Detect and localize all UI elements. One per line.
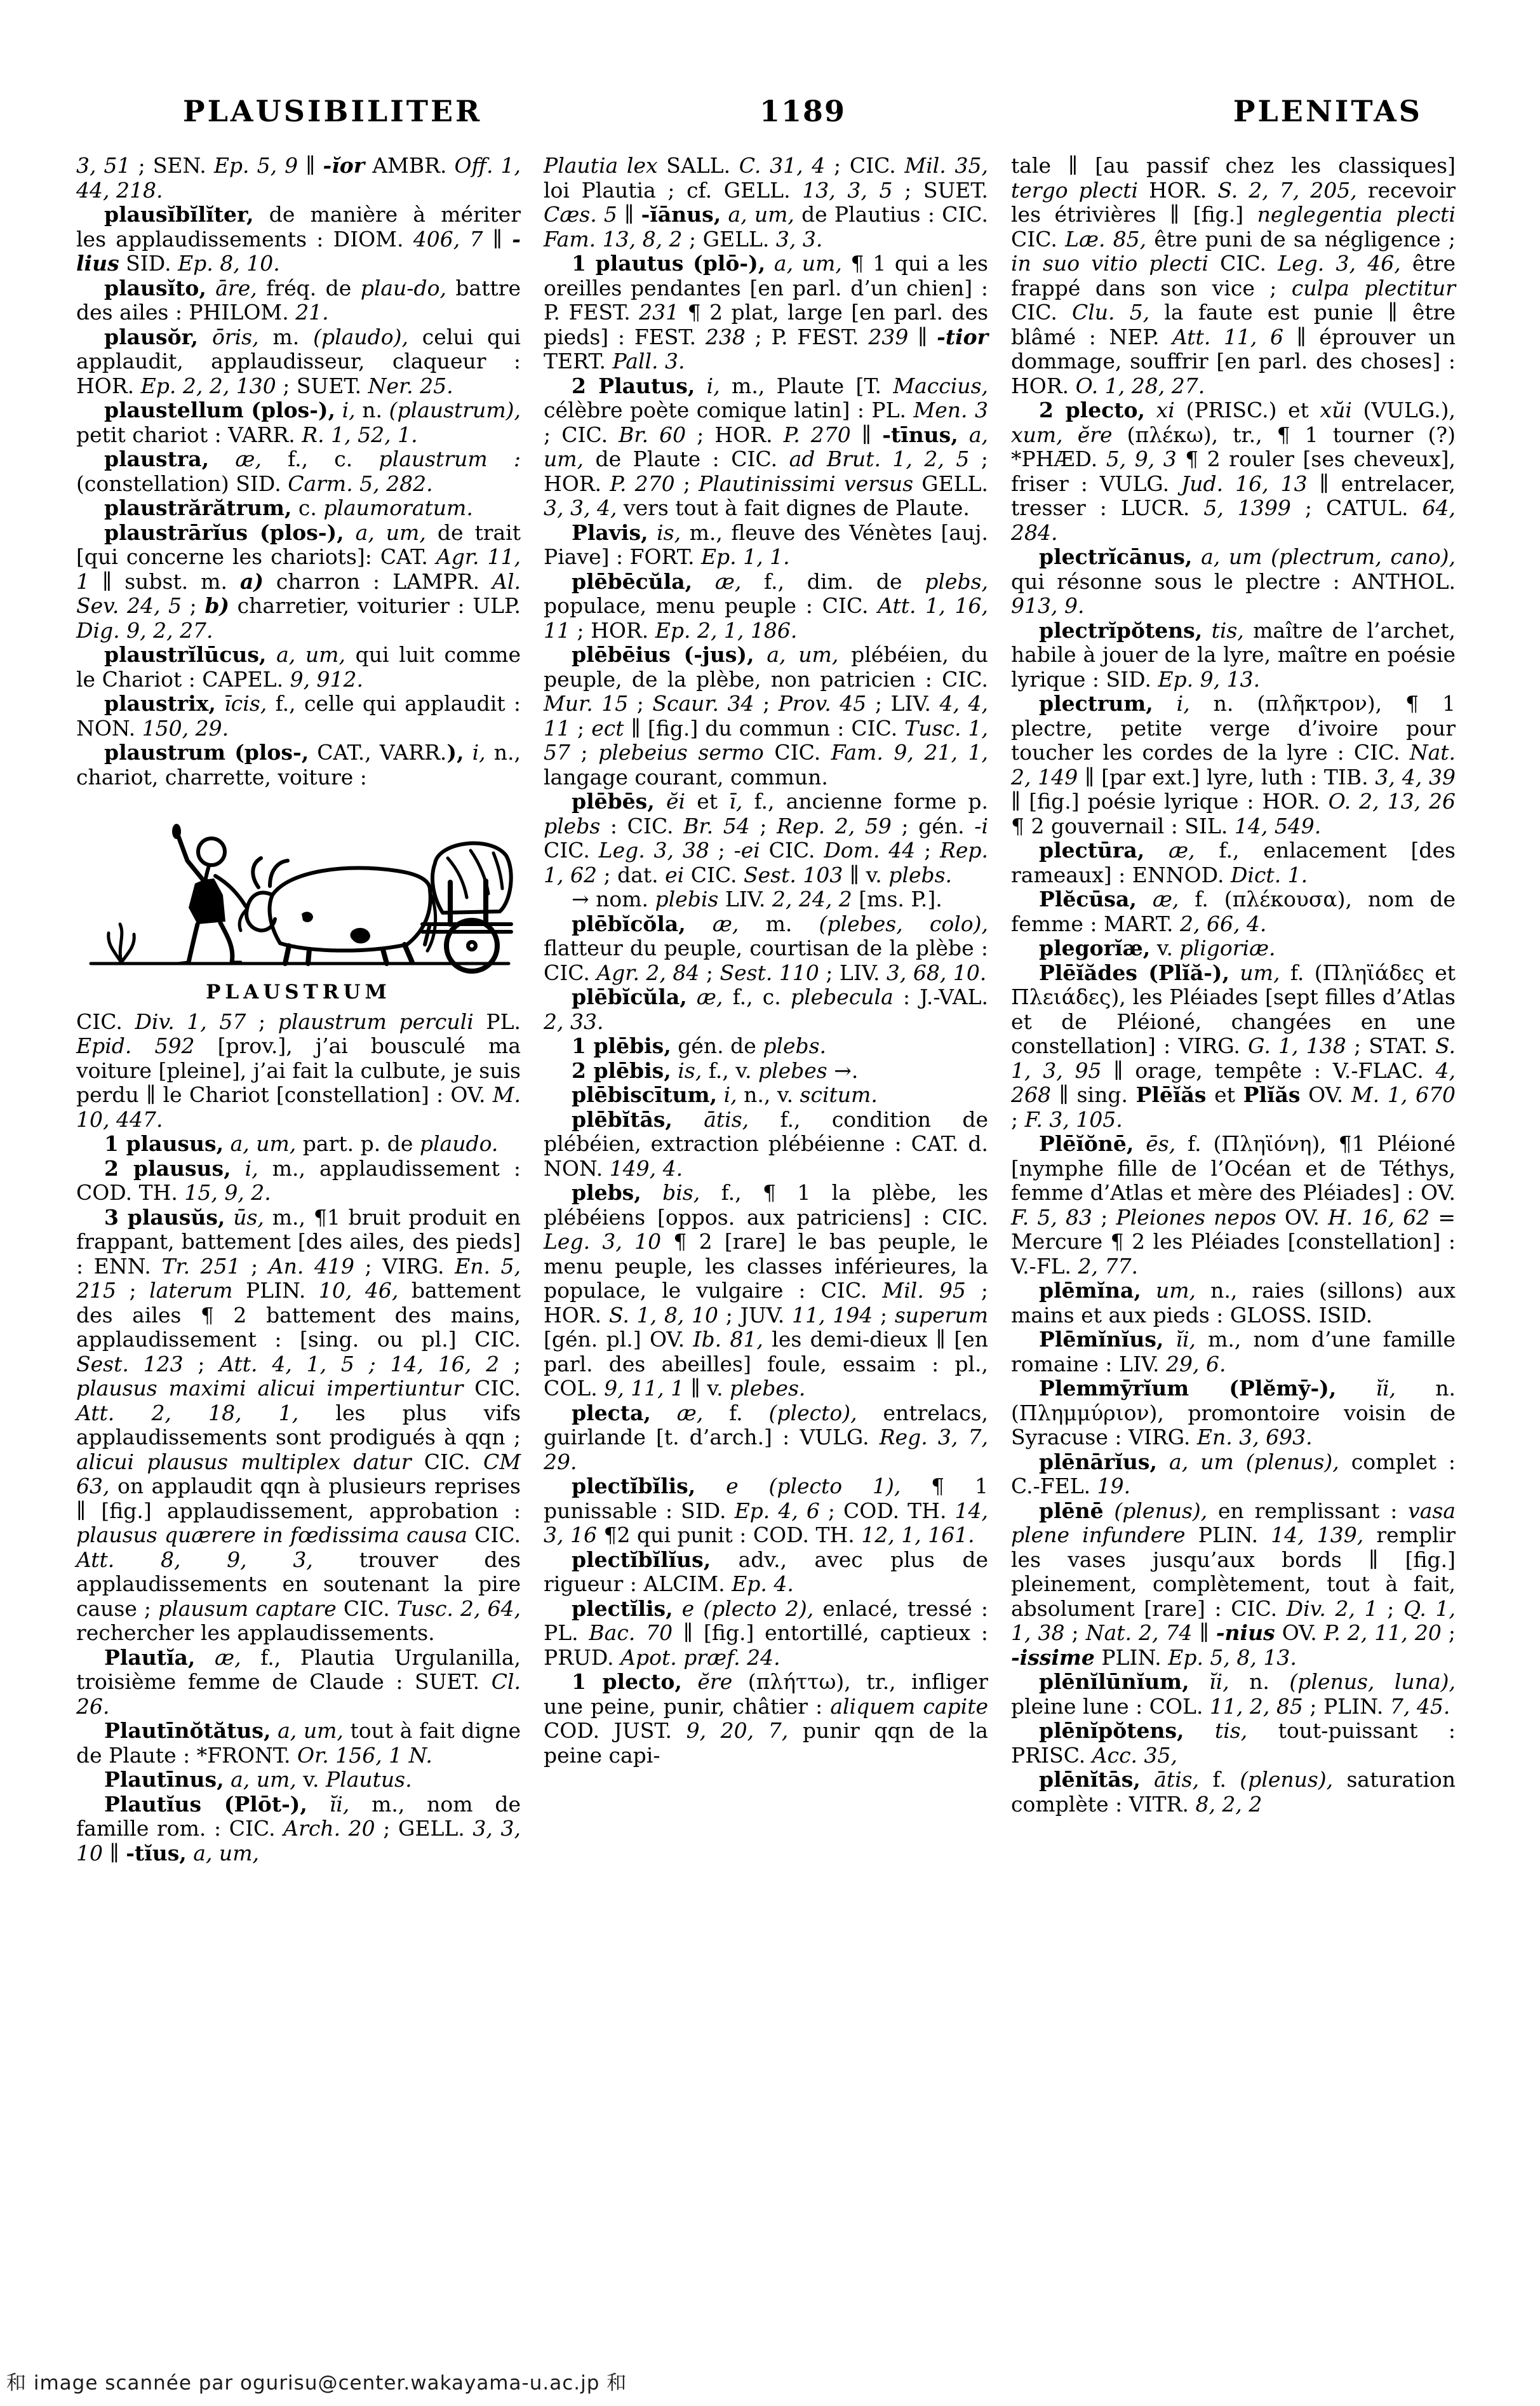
dictionary-entry: plaustrĭlūcus, a, um, qui luit comme le Chariot : CAPEL. 9, 912.: [76, 642, 521, 692]
dictionary-entry: 2 Plautus, i, m., Plaute [T. Maccius, célèbre poète comique latin] : PL. Men. 3 ; CIC. Br. 60 ; HOR. P. 270 ∥ -tīnus, a, um, de Plaute : CIC. ad Brut. 1, 2, 5 ; HOR. P. 270 ; Plautinissimi versus GELL. 3, 3, 4, vers tout à fait dignes de Plaute.: [544, 373, 989, 520]
dictionary-entry: Plēmĭnĭus, ĭi, m., nom d’une famille romaine : LIV. 29, 6.: [1011, 1327, 1456, 1376]
dictionary-entry: plaustra, æ, f., c. plaustrum : (constellation) SID. Carm. 5, 282.: [76, 447, 521, 496]
plaustrum-figure: [76, 800, 521, 1005]
dictionary-entry: plausŏr, ōris, m. (plaudo), celui qui applaudit, applaudisseur, claqueur : HOR. Ep. 2, 2, 130 ; SUET. Ner. 25.: [76, 324, 521, 398]
dictionary-entry: plēbēs, ĕi et ī, f., ancienne forme p. plebs : CIC. Br. 54 ; Rep. 2, 59 ; gén. -i CIC. Leg. 3, 38 ; -ei CIC. Dom. 44 ; Rep. 1, 62 ; dat. ei CIC. Sest. 103 ∥ v. plebs.: [544, 789, 989, 887]
dictionary-entry: plectĭlis, e (plecto 2), enlacé, tressé : PL. Bac. 70 ∥ [fig.] entortillé, captieux : PRUD. Apot. præf. 24.: [544, 1596, 988, 1670]
dictionary-entry: plaustrărătrum, c. plaumoratum.: [104, 495, 473, 520]
dictionary-entry: plēbēcŭla, æ, f., dim. de plebs, populace, menu peuple : CIC. Att. 1, 16, 11 ; HOR. Ep. 2, 1, 186.: [544, 568, 988, 643]
plaustrum-illustration: [79, 800, 518, 978]
dictionary-entry: plēbēius (-jus), a, um, plébéien, du peuple, de la plèbe, non patricien : CIC. Mur. 15 ; Scaur. 34 ; Prov. 45 ; LIV. 4, 4, 11 ; ect ∥ [fig.] du commun : CIC. Tusc. 1, 57 ; plebeius sermo CIC. Fam. 9, 21, 1, langage courant, commun.: [544, 642, 988, 790]
dictionary-entry: 1 plecto, ĕre (πλήττω), tr., infliger une peine, punir, châtier : aliquem capite COD. JUST. 9, 20, 7, punir qqn de la peine capi-: [544, 1669, 989, 1768]
dictionary-entry: plaustrix, īcis, f., celle qui applaudit : NON. 150, 29.: [76, 691, 521, 741]
dictionary-entry: plēmĭna, um, n., raies (sillons) aux mains et aux pieds : GLOSS. ISID.: [1011, 1278, 1456, 1327]
dictionary-entry: 3 plausŭs, ūs, m., ¶1 bruit produit en frappant, battement [des ailes, des pieds] : ENN. Tr. 251 ; An. 419 ; VIRG. En. 5, 215 ; laterum PLIN. 10, 46, battement des ailes ¶ 2 battement des mains, applaudissement : [sing. ou pl.] CIC. Sest. 123 ; Att. 4, 1, 5 ; 14, 16, 2 ; plausus maximi alicui impertiuntur CIC. Att. 2, 18, 1, les plus vifs applaudissements sont prodigués à qqn ; alicui plausus multiplex datur CIC. CM 63, on applaudit qqn à plusieurs reprises ∥ [fig.] applaudissement, approbation : plausus quærere in fœdissima causa CIC. Att. 8, 9, 3, trouver des applaudissements en soutenant la pire cause ; plausum captare CIC. Tusc. 2, 64, rechercher les applaudissements.: [76, 1204, 521, 1645]
dictionary-entry: Plavis, is, m., fleuve des Vénètes [auj. Piave] : FORT. Ep. 1, 1.: [544, 520, 989, 569]
dictionary-entry: Plēĭŏnē, ēs, f. (Πληϊόνη), ¶1 Pléioné [nymphe fille de l’Océan et de Téthys, femme d’Atlas et mère des Pléiades] : OV. F. 5, 83 ; Pleiones nepos OV. H. 16, 62 = Mercure ¶ 2 les Pléiades [constellation] : V.-FL. 2, 77.: [1011, 1131, 1456, 1279]
dictionary-entry: Plautĭa, æ, f., Plautia Urgulanilla, troisième femme de Claude : SUET. Cl. 26.: [76, 1644, 521, 1719]
dictionary-entry: 1 plautus (plō-), a, um, ¶ 1 qui a les oreilles pendantes [en parl. d’un chien] : P. FEST. 231 ¶ 2 plat, large [en parl. des pieds] : FEST. 238 ; P. FEST. 239 ∥ -tior TERT. Pall. 3.: [544, 251, 988, 373]
dictionary-entry: Plautĭus (Plōt-), ĭi, m., nom de famille rom. : CIC. Arch. 20 ; GELL. 3, 3, 10 ∥ -tĭus, a, um,: [76, 1791, 521, 1865]
dictionary-entry: plectrĭpŏtens, tis, maître de l’archet, habile à jouer de la lyre, maître en poésie lyrique : SID. Ep. 9, 13.: [1011, 617, 1456, 692]
dictionary-entry: plaustrārĭus (plos-), a, um, de trait [qui concerne les chariots]: CAT. Agr. 11, 1 ∥ subst. m. a) charron : LAMPR. Al. Sev. 24, 5 ; b) charretier, voiturier : ULP. Dig. 9, 2, 27.: [76, 520, 521, 643]
dictionary-entry: plectrum, i, n. (πλῆκτρον), ¶ 1 plectre, petite verge d’ivoire pour toucher les cordes de la lyre : CIC. Nat. 2, 149 ∥ [par ext.] lyre, luth : TIB. 3, 4, 39 ∥ [fig.] poésie lyrique : HOR. O. 2, 13, 26 ¶ 2 gouvernail : SIL. 14, 549.: [1011, 691, 1456, 838]
page-header: [76, 94, 1461, 128]
dictionary-entry: 2 plausus, i, m., applaudissement : COD. TH. 15, 9, 2.: [76, 1155, 521, 1205]
dictionary-entry: plecta, æ, f. (plecto), entrelacs, guirlande [t. d’arch.] : VULG. Reg. 3, 7, 29.: [544, 1400, 988, 1474]
column-1: [76, 154, 521, 1865]
dictionary-entry: 1 plēbis, gén. de plebs.: [572, 1033, 827, 1058]
dictionary-entry: 3, 51 ; SEN. Ep. 5, 9 ∥ -ĭor AMBR. Off. 1, 44, 218.: [76, 153, 521, 203]
dictionary-entry: Plautia lex SALL. C. 31, 4 ; CIC. Mil. 35, loi Plautia ; cf. GELL. 13, 3, 5 ; SUET. Cæs. 5 ∥ -ĭānus, a, um, de Plautius : CIC. Fam. 13, 8, 2 ; GELL. 3, 3.: [544, 153, 988, 252]
column-1-bottom: [76, 1010, 521, 1866]
dictionary-entry: plausĭto, āre, fréq. de plau-do, battre des ailes : PHILOM. 21.: [76, 275, 521, 325]
dictionary-entry: plectĭbĭlis, e (plecto 1), ¶ 1 punissable : SID. Ep. 4, 6 ; COD. TH. 14, 3, 16 ¶2 qui punit : COD. TH. 12, 1, 161.: [544, 1474, 988, 1547]
column-3: [1011, 154, 1456, 1865]
column-1-top: [76, 154, 521, 790]
dictionary-entry: Plemmȳrĭum (Plĕmȳ-), ĭi, n. (Πλημμύριον), promontoire voisin de Syracuse : VIRG. En. 3, 693.: [1011, 1376, 1456, 1449]
dictionary-entry: plectūra, æ, f., enlacement [des rameaux] : ENNOD. Dict. 1.: [1011, 838, 1456, 887]
dictionary-entry: 1 plausus, a, um, part. p. de plaudo.: [104, 1131, 499, 1156]
dictionary-entry: Plĕcūsa, æ, f. (πλέκουσα), nom de femme : MART. 2, 66, 4.: [1011, 887, 1456, 936]
dictionary-entry: plēbĭcŏla, æ, m. (plebes, colo), flatteur du peuple, courtisan de la plèbe : CIC. Agr. 2, 84 ; Sest. 110 ; LIV. 3, 68, 10.: [544, 911, 988, 985]
dictionary-entry: plēnĭpŏtens, tis, tout-puissant : PRISC. Acc. 35,: [1011, 1718, 1456, 1768]
dictionary-entry: → nom. plebis LIV. 2, 24, 2 [ms. P.].: [572, 887, 942, 911]
dictionary-entry: Plautīnus, a, um, v. Plautus.: [104, 1767, 412, 1792]
figure-caption: PLAUSTRUM: [206, 981, 391, 1004]
dictionary-entry: plēbĭtās, ātis, f., condition de plébéien, extraction plébéienne : CAT. d. NON. 149, 4.: [544, 1106, 989, 1181]
dictionary-entry: 2 plēbis, is, f., v. plebes →.: [572, 1058, 859, 1083]
dictionary-entry: plaustrum (plos-, CAT., VARR.), i, n., chariot, charrette, voiture :: [76, 740, 521, 790]
dictionary-entry: Plēĭădes (Plĭă-), um, f. (Πληϊάδες et Πλειάδες), les Pléiades [sept filles d’Atlas et de Pléioné, changées en une constellation] : VIRG. G. 1, 138 ; STAT. S. 1, 3, 95 ∥ orage, tempête : V.-FLAC. 4, 268 ∥ sing. Plēĭăs et Plĭăs OV. M. 1, 670 ; F. 3, 105.: [1011, 960, 1456, 1132]
page-number: 1189: [759, 94, 847, 128]
dictionary-entry: plēbiscītum, i, n., v. scitum.: [572, 1082, 878, 1107]
dictionary-entry: tale ∥ [au passif chez les classiques] tergo plecti HOR. S. 2, 7, 205, recevoir les étrivières ∥ [fig.] neglegentia plecti CIC. Læ. 85, être puni de sa négligence ; in suo vitio plecti CIC. Leg. 3, 46, être frappé dans son vice ; culpa plectitur CIC. Clu. 5, la faute est punie ∥ être blâmé : NEP. Att. 11, 6 ∥ éprouver un dommage, souffrir [en parl. des choses] : HOR. O. 1, 28, 27.: [1011, 153, 1456, 398]
dictionary-entry: plēnārĭus, a, um (plenus), complet : C.-FEL. 19.: [1011, 1449, 1456, 1498]
dictionary-entry: plēbĭcŭla, æ, f., c. plebecula : J.-VAL. 2, 33.: [544, 985, 988, 1034]
dictionary-entry: plēnĭtās, ātis, f. (plenus), saturation complète : VITR. 8, 2, 2: [1011, 1767, 1456, 1817]
column-2: [544, 154, 988, 1865]
running-head-left: PLAUSIBILITER: [183, 94, 483, 128]
dictionary-entry: Plautīnŏtătus, a, um, tout à fait digne de Plaute : *FRONT. Or. 156, 1 N.: [76, 1718, 521, 1768]
text-columns: [76, 154, 1456, 1865]
dictionary-entry: plegorĭæ, v. pligoriæ.: [1039, 936, 1276, 960]
dictionary-entry: plectĭbĭlĭus, adv., avec plus de rigueur : ALCIM. Ep. 4.: [544, 1547, 988, 1596]
dictionary-entry: plēnē (plenus), en remplissant : vasa plene infundere PLIN. 14, 139, remplir les vases jusqu’aux bords ∥ [fig.] pleinement, complètement, tout à fait, absolument [rare] : CIC. Div. 2, 1 ; Q. 1, 1, 38 ; Nat. 2, 74 ∥ -nius OV. P. 2, 11, 20 ; -issime PLIN. Ep. 5, 8, 13.: [1011, 1498, 1456, 1670]
running-head-right: PLENITAS: [1233, 94, 1423, 128]
dictionary-entry: CIC. Div. 1, 57 ; plaustrum perculi PL. Epid. 592 [prov.], j’ai bousculé ma voiture [pleine], j’ai fait la culbute, je suis perdu ∥ le Chariot [constellation] : OV. M. 10, 447.: [76, 1009, 521, 1132]
dictionary-entry: 2 plecto, xi (PRISC.) et xŭi (VULG.), xum, ĕre (πλέκω), tr., ¶ 1 tourner (?) *PHÆD. 5, 9, 3 ¶ 2 rouler [ses cheveux], friser : VULG. Jud. 16, 13 ∥ entrelacer, tresser : LUCR. 5, 1399 ; CATUL. 64, 284.: [1011, 398, 1456, 545]
dictionary-entry: plaustellum (plos-), i, n. (plaustrum), petit chariot : VARR. R. 1, 52, 1.: [76, 398, 521, 447]
dictionary-entry: plausĭbĭlĭter, de manière à mériter les applaudissements : DIOM. 406, 7 ∥ -lius SID. Ep. 8, 10.: [76, 202, 521, 276]
dictionary-entry: plectrĭcānus, a, um (plectrum, cano), qui résonne sous le plectre : ANTHOL. 913, 9.: [1011, 544, 1456, 618]
dictionary-entry: plēnĭlūnĭum, ĭi, n. (plenus, luna), pleine lune : COL. 11, 2, 85 ; PLIN. 7, 45.: [1011, 1669, 1456, 1719]
dictionary-entry: plebs, bis, f., ¶ 1 la plèbe, les plébéiens [oppos. aux patriciens] : CIC. Leg. 3, 10 ¶ 2 [rare] le bas peuple, le menu peuple, les classes inférieures, la populace, le vulgaire : CIC. Mil. 95 ; HOR. S. 1, 8, 10 ; JUV. 11, 194 ; superum [gén. pl.] OV. Ib. 81, les demi-dieux ∥ [en parl. des abeilles] foule, essaim : pl., COL. 9, 11, 1 ∥ v. plebes.: [544, 1180, 989, 1401]
scanner-credit: 和 image scannée par ogurisu@center.wakayama-u.ac.jp 和: [6, 2372, 627, 2395]
